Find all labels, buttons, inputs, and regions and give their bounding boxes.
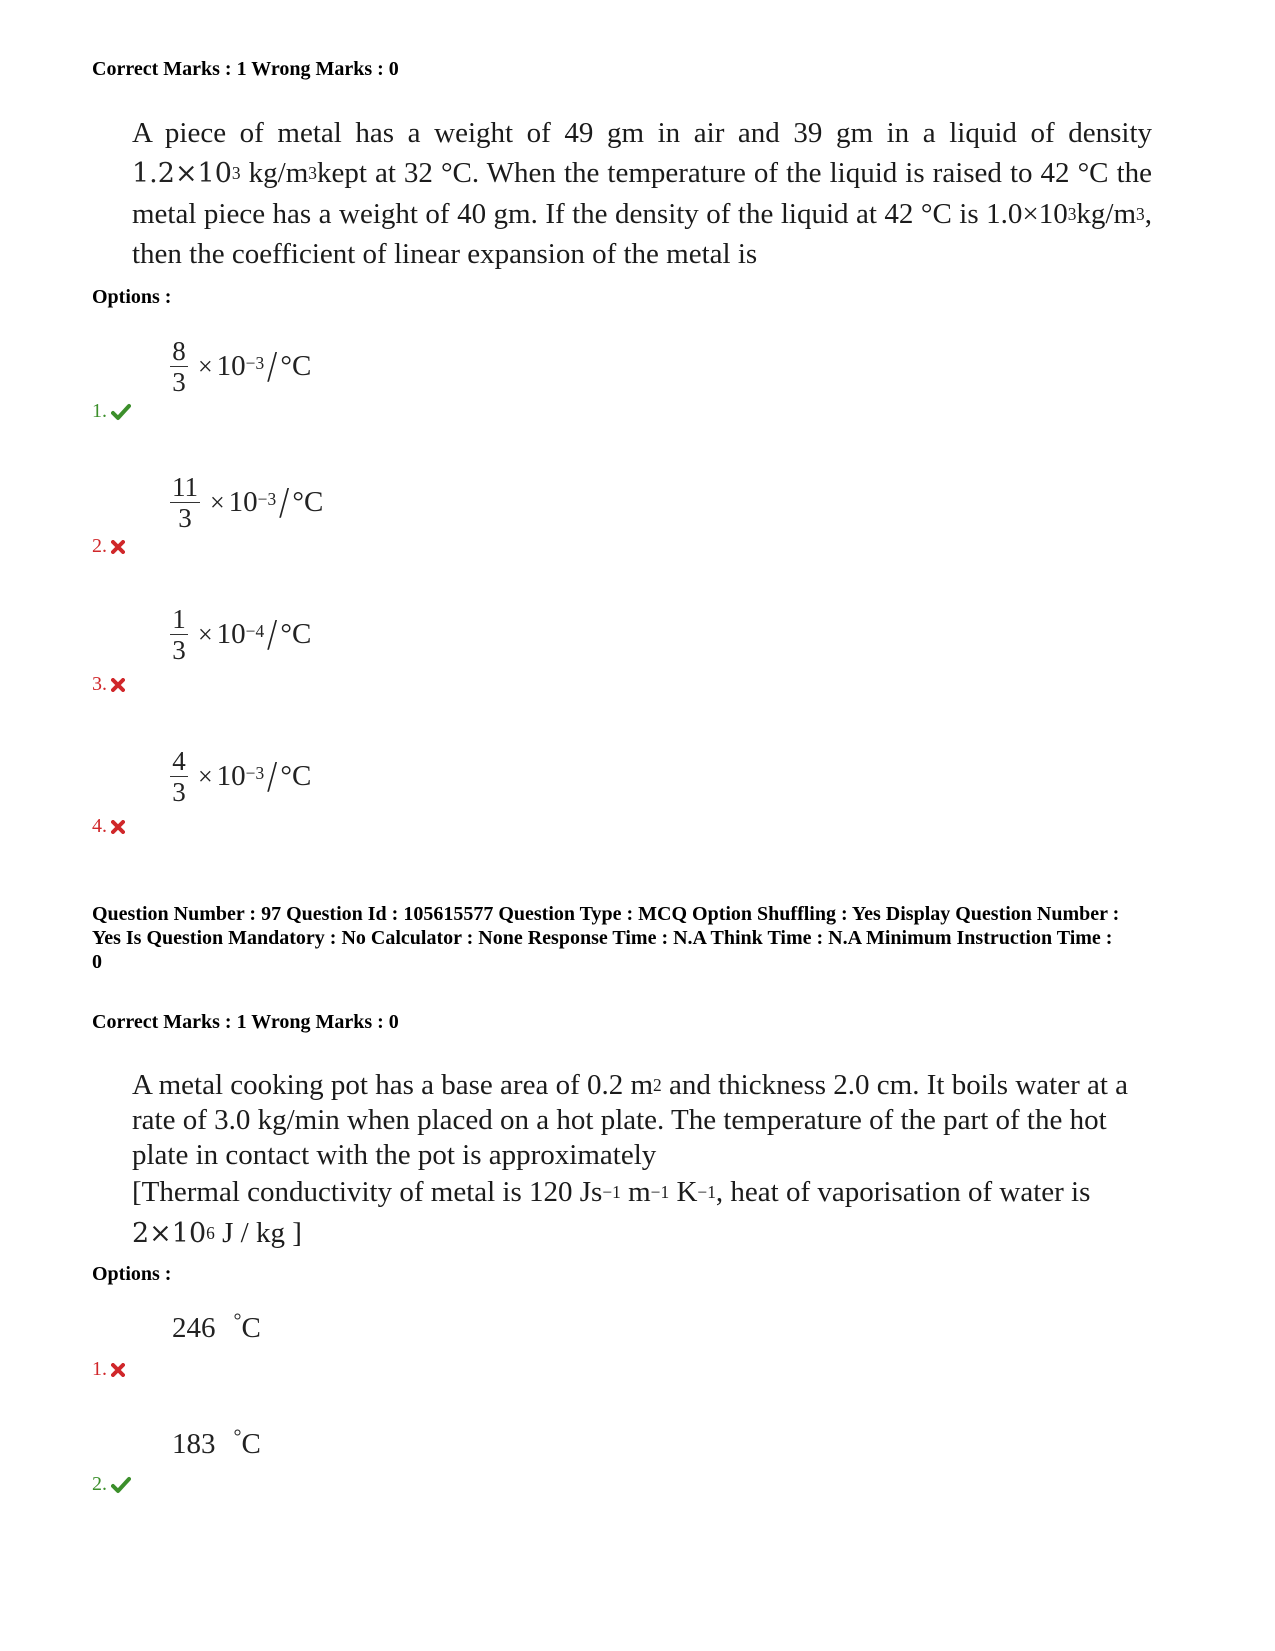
check-icon (111, 403, 131, 421)
q96-option-4-marker: 4. (92, 815, 125, 838)
cross-icon (111, 678, 125, 692)
q96-option-2-formula[interactable]: $\frac{11}{3}$ × 10 $^{-3}$ / °C (172, 472, 324, 533)
q96-question-text (132, 113, 1152, 274)
fraction: $\frac{8}{3}$ (170, 336, 188, 397)
q96-text-line-1: A piece of metal has a weight of 49 gm in air and 39 gm in a liquid of density (132, 117, 1152, 149)
q96-marks-line: Correct Marks : 1 Wrong Marks : 0 (92, 58, 399, 80)
q96-text-line-4: then the coefficient of linear expansion of the metal is (132, 238, 758, 270)
fraction: $\frac{1}{3}$ (170, 604, 188, 665)
q97-options-label: Options : (92, 1263, 172, 1285)
q97-meta-line-2: Yes Is Question Mandatory : No Calculator : None Response Time : N.A Think Time : N.A Minimum Instruction Time : (92, 927, 1113, 949)
q97-option-2-marker: 2. (92, 1473, 131, 1496)
q97-text-line-1: A metal cooking pot has a base area of 0.2 $m^2$ and thickness 2.0 cm. It boils water at a (132, 1069, 1129, 1101)
q96-option-4-formula[interactable]: $\frac{4}{3}$ × 10 $^{-3}$ / °C (170, 746, 311, 807)
cross-icon (111, 540, 125, 554)
fraction: $\frac{4}{3}$ (170, 746, 188, 807)
q97-meta-line-3: 0 (92, 951, 102, 973)
q97-marks-line: Correct Marks : 1 Wrong Marks : 0 (92, 1011, 399, 1033)
cross-icon (111, 820, 125, 834)
q96-option-1-formula[interactable]: $\frac{8}{3}$ × 10 $^{-3}$ / °C (170, 336, 311, 397)
cross-icon (111, 1363, 125, 1377)
q97-option-1-value[interactable]: 246 °C (172, 1310, 261, 1344)
q96-option-3-formula[interactable]: $\frac{1}{3}$ × 10 $^{-4}$ / °C (170, 604, 311, 665)
check-icon (111, 1476, 131, 1494)
q97-option-1-marker: 1. (92, 1358, 125, 1381)
q96-option-3-marker: 3. (92, 673, 125, 696)
q96-options-label: Options : (92, 286, 172, 308)
q97-option-2-value[interactable]: 183 °C (172, 1426, 261, 1460)
q97-meta-line-1: Question Number : 97 Question Id : 105615577 Question Type : MCQ Option Shuffling : Yes Display Question Number : (92, 903, 1120, 925)
q97-text-line-3: plate in contact with the pot is approximately (132, 1139, 657, 1171)
q97-meta (92, 902, 1192, 974)
fraction: $\frac{11}{3}$ (172, 472, 198, 533)
q96-option-1-marker: 1. (92, 400, 131, 423)
q96-option-2-marker: 2. (92, 535, 125, 558)
q97-text-line-4: [Thermal conductivity of metal is 120 $Js^{-1}$ $m^{-1}$ $K^{-1}$, heat of vaporisation of water is (132, 1176, 1091, 1208)
q97-text-line-5: $2\times 10^6$ J / kg ] (132, 1217, 302, 1249)
q97-question-text (132, 1068, 1152, 1251)
q97-text-line-2: rate of 3.0 kg/min when placed on a hot plate. The temperature of the part of the hot (132, 1104, 1107, 1136)
q96-text-line-2: $1.2\times 10^3$ $kg/m^3kept$ at 32 °C. When the temperature of the liquid is raised to 42 °C the (132, 157, 1152, 189)
q96-text-line-3: metal piece has a weight of 40 gm. If the density of the liquid at 42 °C is $1.0\times 10^3kg/m^3$, (132, 198, 1152, 230)
